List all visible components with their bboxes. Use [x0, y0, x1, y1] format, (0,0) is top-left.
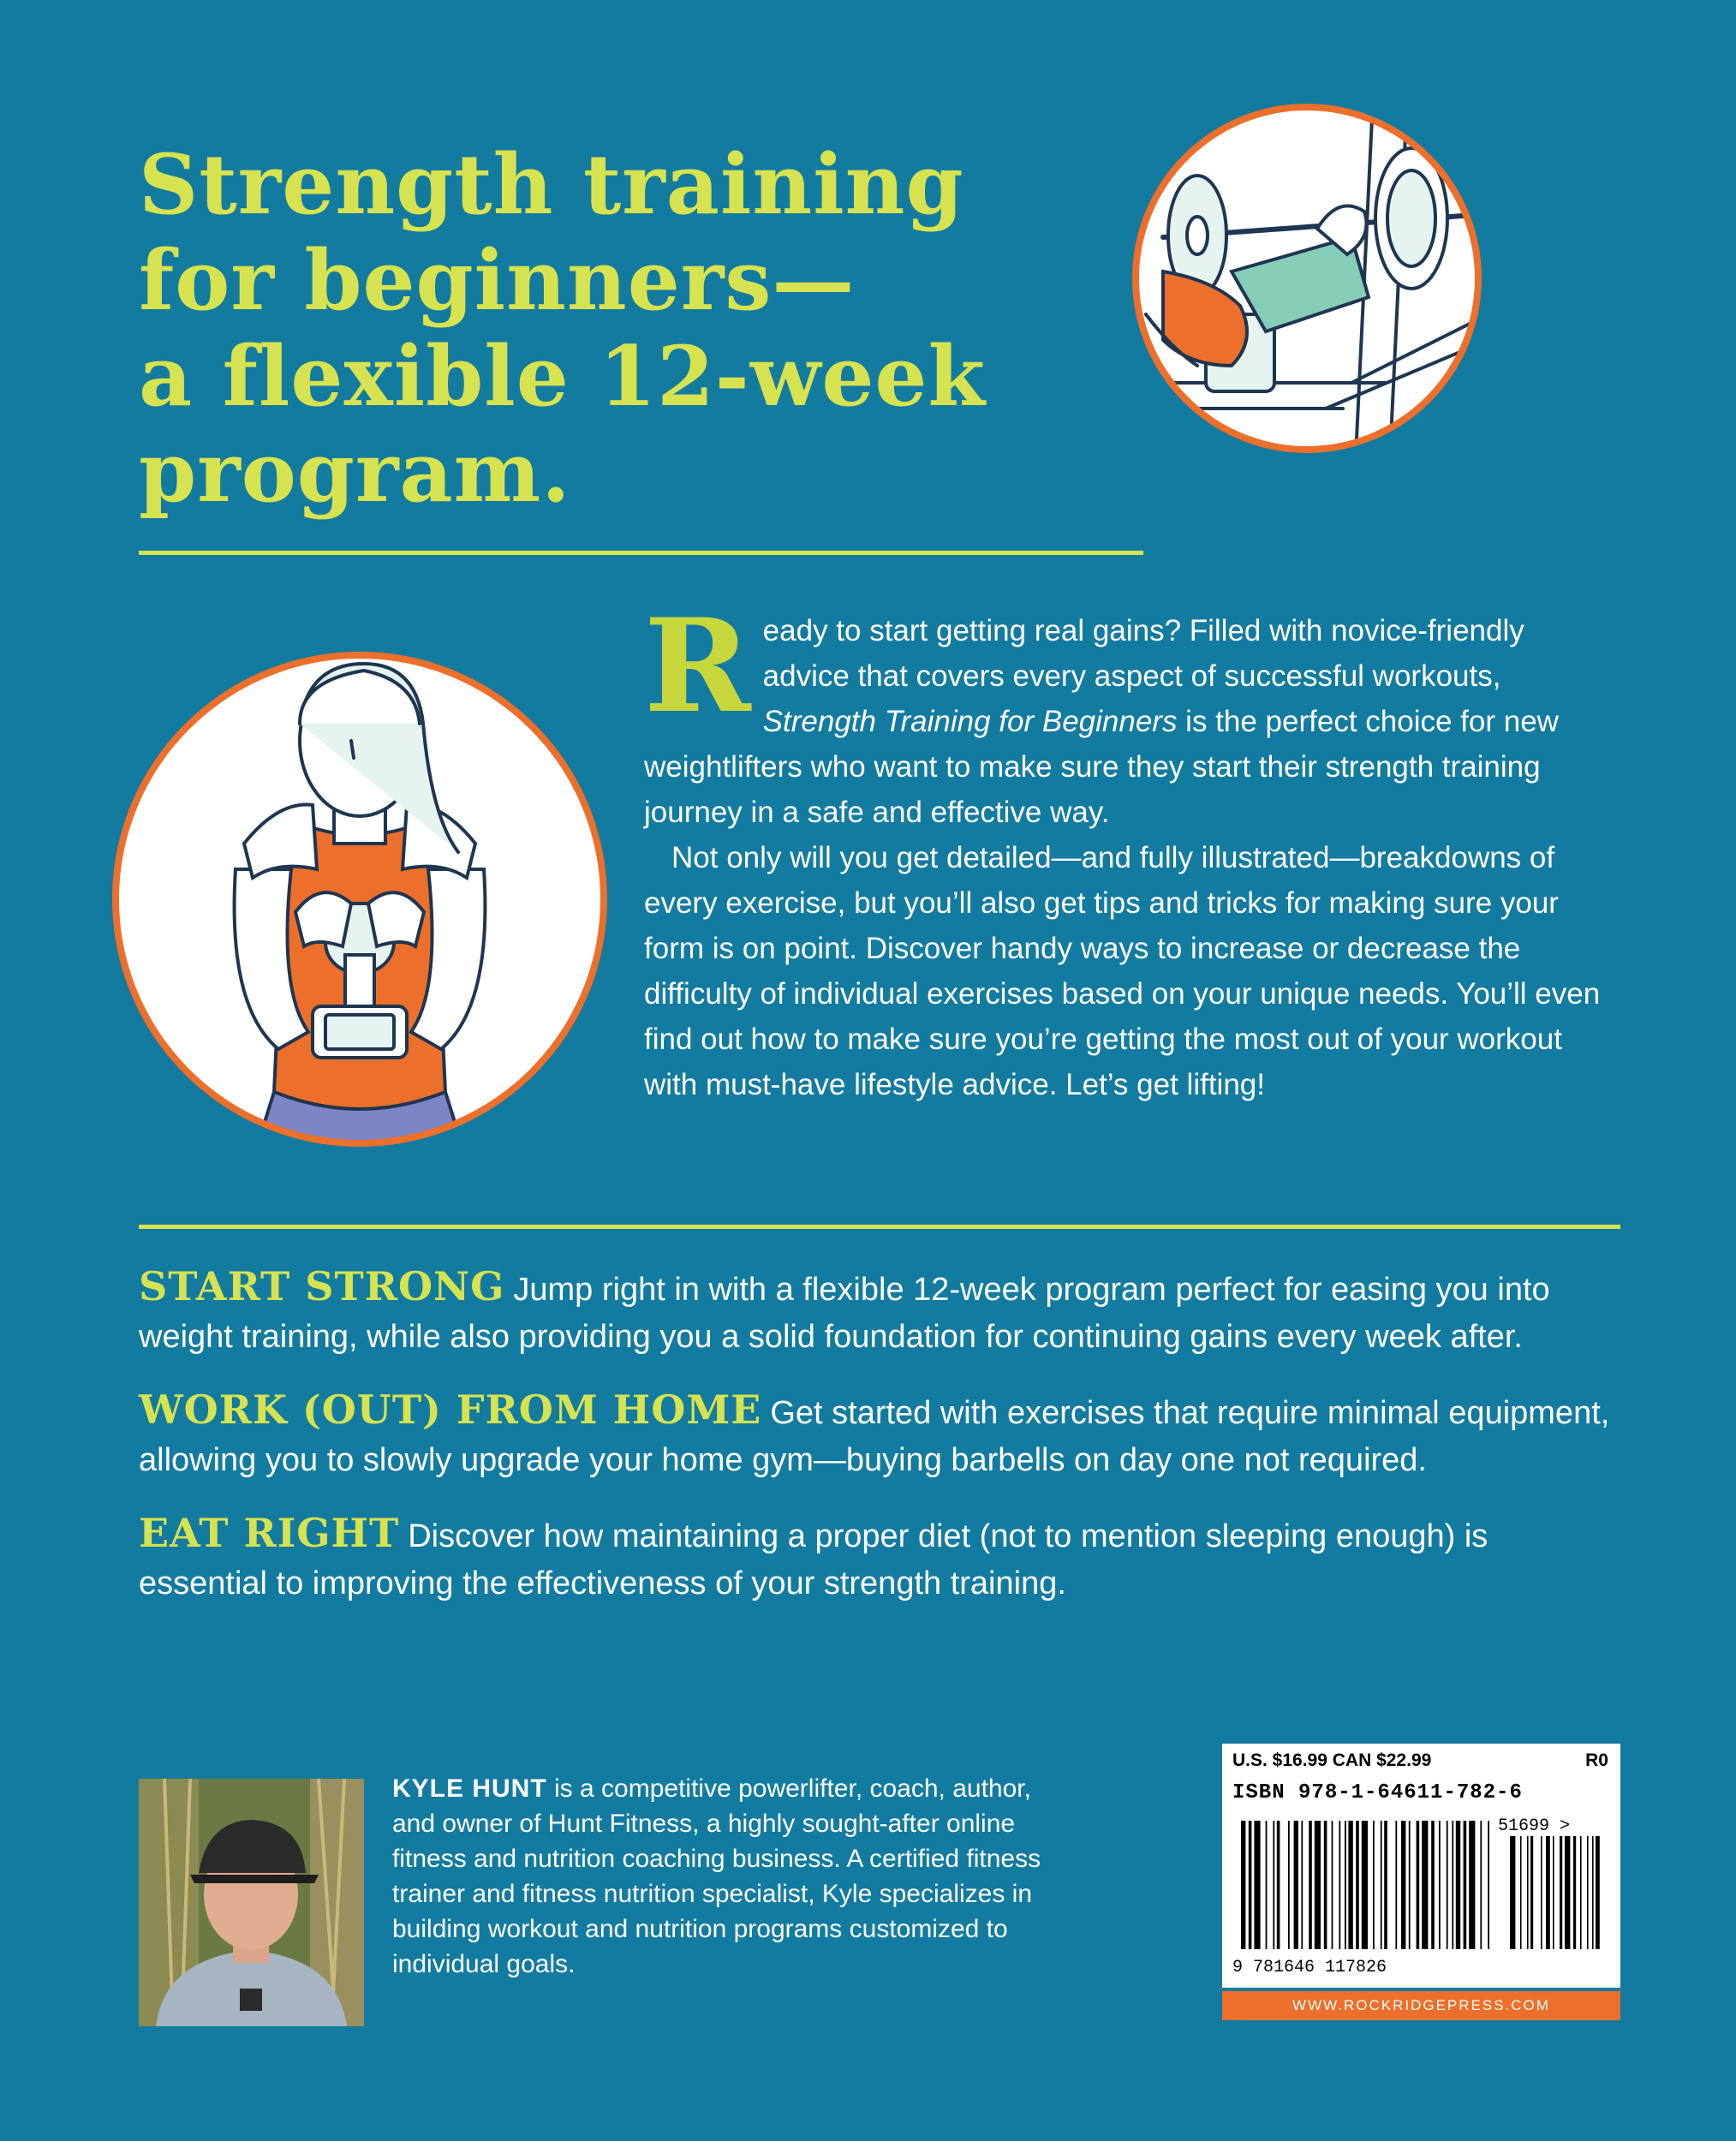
isbn-text: ISBN 978-1-64611-782-6	[1232, 1781, 1523, 1804]
barcode-digits: 9 781646 117826	[1232, 1958, 1387, 1977]
feature-item	[139, 1387, 1620, 1484]
feature-heading: EAT RIGHT	[139, 1510, 400, 1556]
headline-line: for beginners—	[139, 232, 856, 329]
dumbbell-hold-illustration	[107, 647, 612, 1152]
intro-paragraph-1	[644, 591, 1603, 835]
addon-digits: 51699 >	[1498, 1816, 1571, 1836]
feature-text: Jump right in with a flexible 12-week program perfect for easing you into weight training, while also providing you a solid foundation for continuing gains every week after.	[139, 1272, 1550, 1355]
divider-top	[139, 551, 1143, 555]
intro-paragraph-2: Not only will you get detailed—and fully illustrated—breakdowns of every exercise, but you’ll also get tips and tricks for making sure your form is on point. Discover handy ways to increase or decrease the difficulty of individual exercises based on your unique needs. You’ll even find out how to make sure you’re getting the most out of your workout with must-have lifestyle advice. Let’s get lifting!	[644, 841, 1601, 1101]
feature-list	[139, 1263, 1620, 1633]
price-text: U.S. $16.99 CAN $22.99	[1232, 1750, 1432, 1770]
intro-text: eady to start getting real gains? Filled with novice-friendly advice that covers every aspect of successful workouts,	[762, 614, 1524, 693]
feature-item	[139, 1510, 1620, 1607]
author-bio	[392, 1771, 1077, 1982]
feature-item	[139, 1263, 1620, 1361]
intro-copy	[644, 591, 1603, 1107]
headline-line: a flexible 12-week	[139, 328, 987, 425]
author-bio-text: is a competitive powerlifter, coach, author, and owner of Hunt Fitness, a highly sought-after online fitness and nutrition coaching business. A certified fitness trainer and fitness nutrition specialist, Kyle specializes in building workout and nutrition programs customized to individual goals.	[392, 1774, 1041, 1978]
barcode-icon	[1232, 1812, 1609, 1958]
feature-heading: START STRONG	[139, 1263, 505, 1309]
publisher-url: WWW.ROCKRIDGEPRESS.COM	[1222, 1991, 1620, 2020]
headline	[139, 137, 1098, 521]
feature-text: Discover how maintaining a proper diet (not to mention sleeping enough) is essential to improving the effectiveness of your strength training.	[139, 1518, 1488, 1601]
author-name: KYLE HUNT	[392, 1774, 547, 1803]
headline-line: Strength training	[139, 136, 964, 233]
book-title: Strength Training for Beginners	[762, 705, 1178, 738]
bench-press-illustration	[1129, 100, 1485, 456]
divider-middle	[139, 1225, 1620, 1229]
price-code: R0	[1585, 1750, 1608, 1770]
headline-line: program.	[139, 424, 571, 521]
feature-heading: WORK (OUT) FROM HOME	[139, 1387, 762, 1433]
author-photo	[139, 1779, 364, 2026]
intro-text: is the perfect choice for new weightlifters who want to make sure they start their strength training journey in a safe and effective way.	[644, 705, 1559, 829]
drop-cap: R	[644, 591, 751, 742]
feature-text: Get started with exercises that require minimal equipment, allowing you to slowly upgrade your home gym—buying barbells on day one not required.	[139, 1395, 1610, 1478]
barcode-box	[1222, 1744, 1620, 1988]
